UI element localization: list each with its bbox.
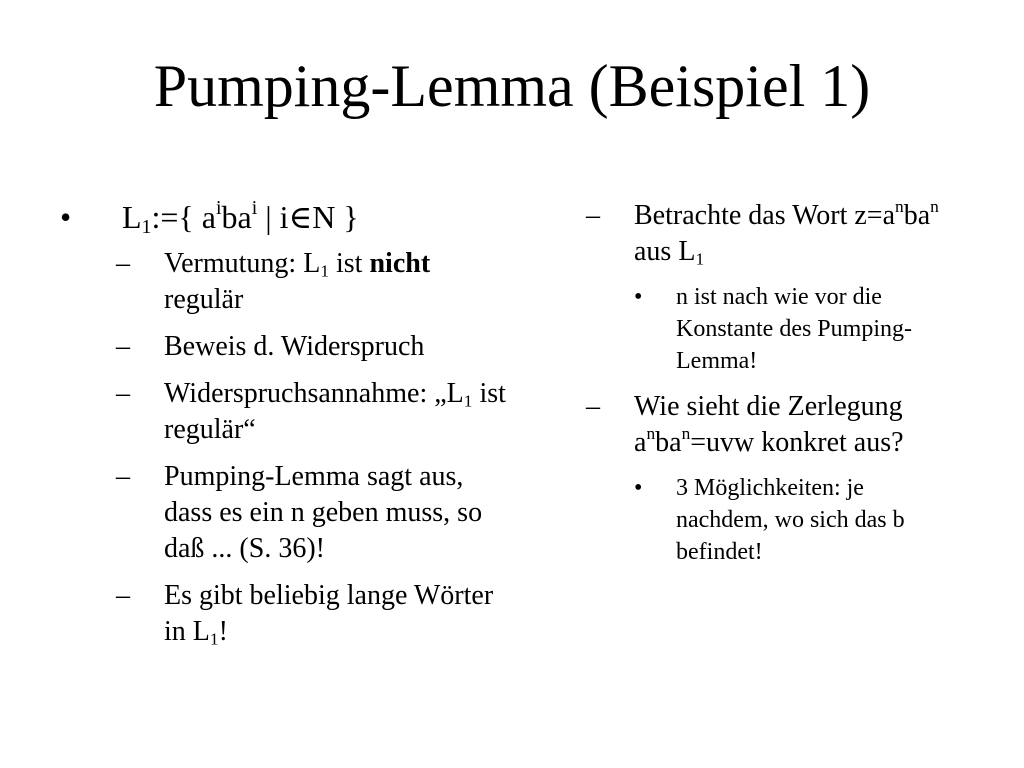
dash-marker: –: [116, 580, 130, 611]
list-item-text: Es gibt beliebig lange Wörter in $L_1$!: [164, 580, 494, 649]
right-column: [586, 198, 946, 580]
list-item-text: Betrachte das Wort $z=a^nba^n$ aus $L_1$: [634, 196, 939, 269]
dash-marker: –: [586, 200, 600, 231]
left-column: [60, 198, 510, 661]
list-item-beweis: [116, 329, 510, 365]
list-item-widerspruchsannahme: [116, 376, 510, 448]
bullet-marker: •: [634, 284, 643, 310]
bullet-marker: •: [60, 199, 72, 235]
dash-marker: –: [116, 248, 130, 279]
dash-marker: –: [116, 461, 130, 492]
dash-marker: –: [116, 378, 130, 409]
list-item-vermutung: [116, 246, 510, 318]
sub-item-text: 3 Möglichkeiten: je nachdem, wo sich das b befindet!: [676, 475, 905, 565]
list-item-text: Pumping-Lemma sagt aus, dass es ein n geben muss, so daß ... (S. 36)!: [164, 461, 483, 564]
list-item-pumping-lemma: [116, 459, 510, 567]
list-item-text: Beweis d. Widerspruch: [164, 331, 425, 362]
list-item-betrachte-wort: [586, 198, 946, 270]
slide-title: Pumping-Lemma (Beispiel 1): [153, 53, 871, 119]
list-item-text: Widerspruchsannahme: $„L_1$ ist regulär“: [164, 378, 506, 445]
bullet-marker: •: [634, 475, 643, 501]
list-item-text: Vermutung: $L_1$ ist nicht regulär: [164, 248, 431, 315]
list-item-lange-woerter: [116, 578, 510, 650]
language-definition-text: $L_1:=${ $a^iba^i$ | i∈N }: [122, 197, 359, 238]
sub-item-text: n ist nach wie vor die Konstante des Pumping-Lemma!: [676, 284, 912, 374]
dash-marker: –: [116, 331, 130, 362]
dash-marker: –: [586, 391, 600, 422]
sub-item-moeglichkeiten: [634, 472, 946, 568]
list-item-text: Wie sieht die Zerlegung $a^nba^n=uvw$ konkret aus?: [634, 391, 904, 458]
language-definition: [60, 198, 510, 236]
sub-item-konstante: [634, 281, 946, 377]
list-item-zerlegung: [586, 389, 946, 461]
